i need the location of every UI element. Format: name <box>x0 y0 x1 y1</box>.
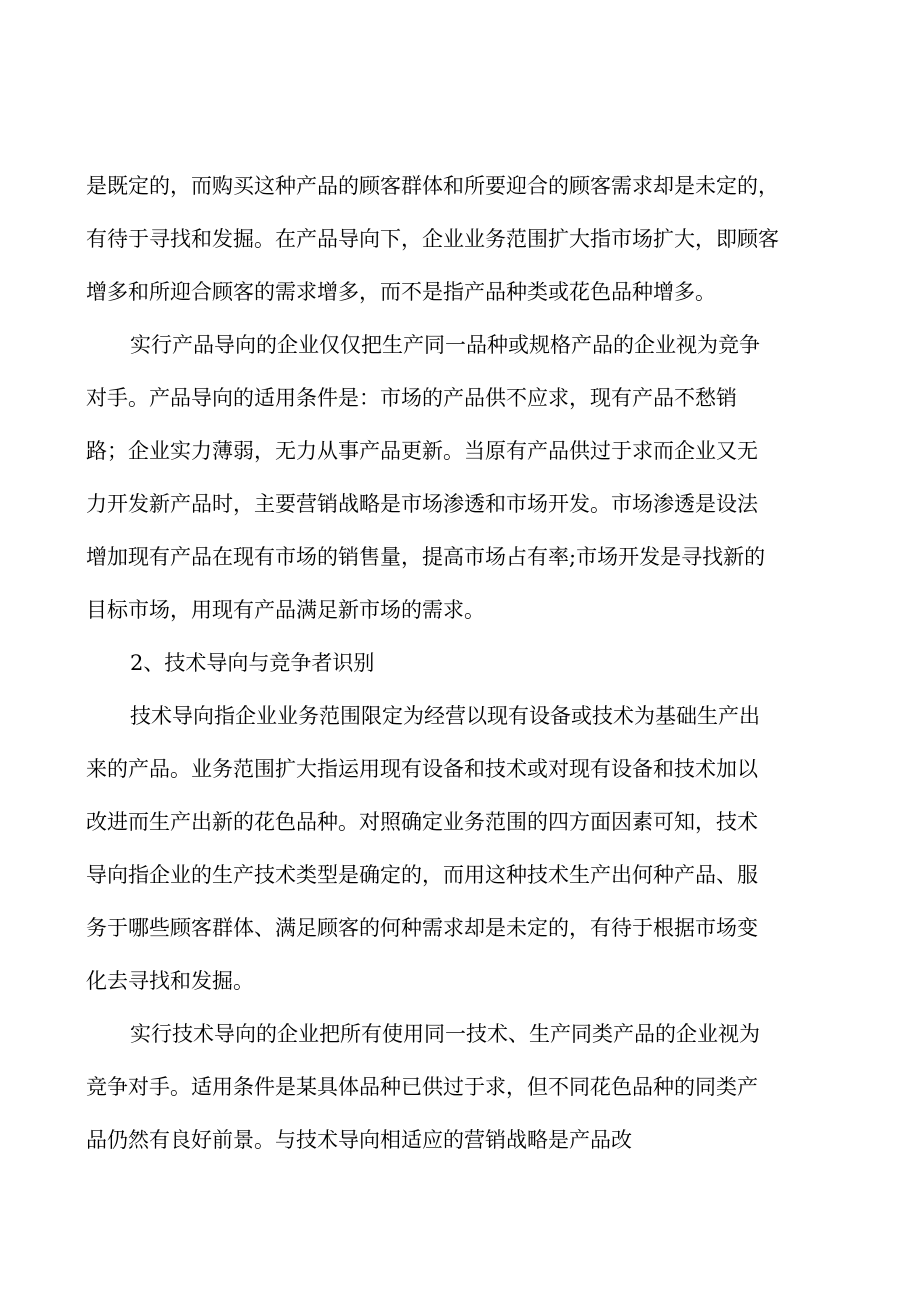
text-line: 品仍然有良好前景。与技术导向相适应的营销战略是产品改 <box>86 1128 632 1152</box>
text-line: 有待于寻找和发掘。在产品导向下，企业业务范围扩大指市场扩大，即顾客 <box>86 227 779 251</box>
text-line: 目标市场，用现有产品满足新市场的需求。 <box>86 598 485 622</box>
text-line: 增多和所迎合顾客的需求增多，而不是指产品种类或花色品种增多。 <box>86 280 716 304</box>
text-line: 是既定的，而购买这种产品的顾客群体和所要迎合的顾客需求却是未定的， <box>86 174 779 198</box>
text-line: 导向指企业的生产技术类型是确定的，而用这种技术生产出何种产品、服 <box>86 863 758 887</box>
text-line: 竞争对手。适用条件是某具体品种已供过于求，但不同花色品种的同类产 <box>86 1075 758 1099</box>
text-line: 路；企业实力薄弱，无力从事产品更新。当原有产品供过于求而企业又无 <box>86 439 758 463</box>
text-line: 来的产品。业务范围扩大指运用现有设备和技术或对现有设备和技术加以 <box>86 757 758 781</box>
text-line: 技术导向指企业业务范围限定为经营以现有设备或技术为基础生产出 <box>130 704 760 728</box>
section-heading: 2、技术导向与竞争者识别 <box>130 651 375 675</box>
text-line: 务于哪些顾客群体、满足顾客的何种需求却是未定的，有待于根据市场变 <box>86 916 758 940</box>
text-line: 实行产品导向的企业仅仅把生产同一品种或规格产品的企业视为竞争 <box>130 333 760 357</box>
text-line: 增加现有产品在现有市场的销售量，提高市场占有率;市场开发是寻找新的 <box>86 545 766 569</box>
text-line: 化去寻找和发掘。 <box>86 969 254 993</box>
text-line: 改进而生产出新的花色品种。对照确定业务范围的四方面因素可知，技术 <box>86 810 758 834</box>
text-line: 对手。产品导向的适用条件是：市场的产品供不应求，现有产品不愁销 <box>86 386 737 410</box>
text-line: 力开发新产品时，主要营销战略是市场渗透和市场开发。市场渗透是设法 <box>86 492 758 516</box>
text-line: 实行技术导向的企业把所有使用同一技术、生产同类产品的企业视为 <box>130 1022 760 1046</box>
